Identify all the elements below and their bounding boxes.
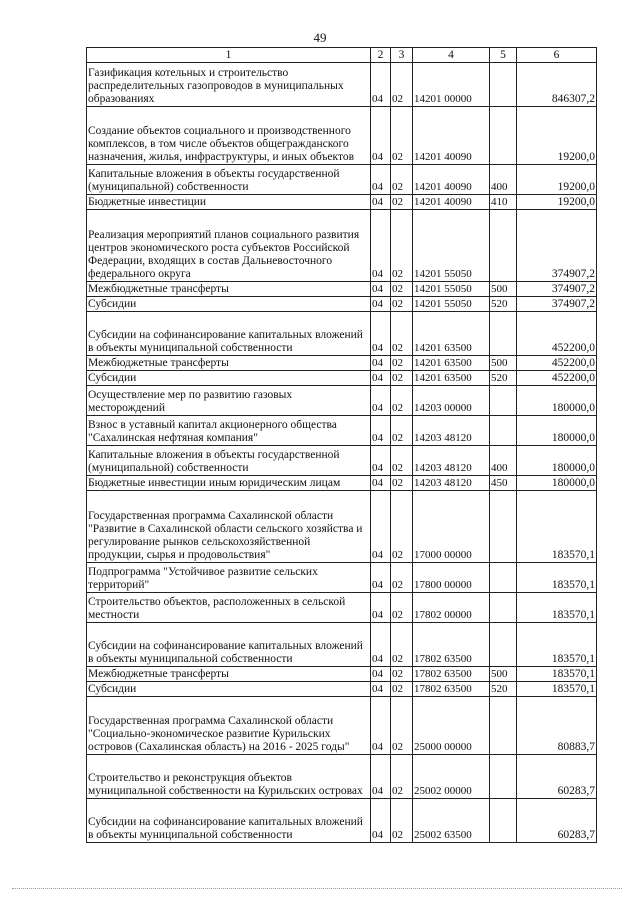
row-target-article-cell: 17800 00000 xyxy=(413,563,490,593)
row-subsection-cell: 02 xyxy=(391,667,413,682)
table-row xyxy=(87,371,597,386)
row-name-cell: Субсидии xyxy=(87,371,371,386)
row-expense-type-cell: 520 xyxy=(490,297,517,312)
row-expense-type-cell: 410 xyxy=(490,195,517,210)
col-header-name: 1 xyxy=(87,48,371,63)
row-section-cell: 04 xyxy=(371,165,391,195)
row-name-cell: Реализация мероприятий планов социального развития центров экономического роста субъектов Российской Федерации, входящих в состав Дальневосточного федерального округа xyxy=(87,210,371,282)
row-expense-type-cell xyxy=(490,755,517,799)
row-section-cell: 04 xyxy=(371,297,391,312)
row-target-article-cell: 14201 55050 xyxy=(413,297,490,312)
row-expense-type-cell xyxy=(490,210,517,282)
row-target-article-cell: 17802 63500 xyxy=(413,623,490,667)
row-section-cell: 04 xyxy=(371,563,391,593)
row-expense-type-cell: 500 xyxy=(490,356,517,371)
row-expense-type-cell xyxy=(490,312,517,356)
row-target-article-cell: 14203 48120 xyxy=(413,416,490,446)
row-target-article-cell: 14201 63500 xyxy=(413,356,490,371)
row-name-cell: Капитальные вложения в объекты государственной (муниципальной) собственности xyxy=(87,446,371,476)
table-row xyxy=(87,697,597,755)
row-target-article-cell: 14203 48120 xyxy=(413,476,490,491)
row-section-cell: 04 xyxy=(371,386,391,416)
row-amount-cell: 180000,0 xyxy=(517,476,597,491)
budget-table xyxy=(86,47,597,843)
row-name-cell: Межбюджетные трансферты xyxy=(87,667,371,682)
row-subsection-cell: 02 xyxy=(391,682,413,697)
row-amount-cell: 60283,7 xyxy=(517,755,597,799)
row-section-cell: 04 xyxy=(371,371,391,386)
row-subsection-cell: 02 xyxy=(391,371,413,386)
row-name-cell: Строительство и реконструкция объектов муниципальной собственности на Курильских островах xyxy=(87,755,371,799)
row-expense-type-cell xyxy=(490,563,517,593)
row-name-cell: Субсидии на софинансирование капитальных вложений в объекты муниципальной собственности xyxy=(87,312,371,356)
row-expense-type-cell xyxy=(490,623,517,667)
table-body xyxy=(87,63,597,843)
row-expense-type-cell xyxy=(490,386,517,416)
table-row xyxy=(87,282,597,297)
row-amount-cell: 180000,0 xyxy=(517,416,597,446)
row-subsection-cell: 02 xyxy=(391,210,413,282)
row-amount-cell: 452200,0 xyxy=(517,312,597,356)
row-amount-cell: 183570,1 xyxy=(517,491,597,563)
row-subsection-cell: 02 xyxy=(391,165,413,195)
row-amount-cell: 183570,1 xyxy=(517,623,597,667)
row-section-cell: 04 xyxy=(371,667,391,682)
row-section-cell: 04 xyxy=(371,312,391,356)
row-target-article-cell: 14203 48120 xyxy=(413,446,490,476)
row-subsection-cell: 02 xyxy=(391,476,413,491)
row-amount-cell: 80883,7 xyxy=(517,697,597,755)
table-row xyxy=(87,682,597,697)
table-row xyxy=(87,476,597,491)
row-target-article-cell: 17802 00000 xyxy=(413,593,490,623)
row-subsection-cell: 02 xyxy=(391,297,413,312)
row-expense-type-cell: 400 xyxy=(490,165,517,195)
table-row xyxy=(87,799,597,843)
table-row xyxy=(87,312,597,356)
row-expense-type-cell: 500 xyxy=(490,282,517,297)
row-name-cell: Государственная программа Сахалинской области "Развитие в Сахалинской области сельского хозяйства и регулирование рынков сельскохозяйственной продукции, сырья и продовольствия" xyxy=(87,491,371,563)
table-row xyxy=(87,107,597,165)
row-target-article-cell: 14203 00000 xyxy=(413,386,490,416)
row-target-article-cell: 14201 55050 xyxy=(413,210,490,282)
row-name-cell: Межбюджетные трансферты xyxy=(87,282,371,297)
row-section-cell: 04 xyxy=(371,491,391,563)
row-target-article-cell: 14201 00000 xyxy=(413,63,490,107)
row-subsection-cell: 02 xyxy=(391,386,413,416)
row-name-cell: Газификация котельных и строительство распределительных газопроводов в муниципальных образованиях xyxy=(87,63,371,107)
row-section-cell: 04 xyxy=(371,623,391,667)
row-amount-cell: 183570,1 xyxy=(517,682,597,697)
row-target-article-cell: 17802 63500 xyxy=(413,667,490,682)
row-target-article-cell: 14201 63500 xyxy=(413,312,490,356)
row-subsection-cell: 02 xyxy=(391,593,413,623)
table-row xyxy=(87,563,597,593)
row-section-cell: 04 xyxy=(371,356,391,371)
row-target-article-cell: 25002 00000 xyxy=(413,755,490,799)
table-row xyxy=(87,165,597,195)
table-row xyxy=(87,667,597,682)
row-name-cell: Бюджетные инвестиции иным юридическим лицам xyxy=(87,476,371,491)
row-amount-cell: 19200,0 xyxy=(517,195,597,210)
row-amount-cell: 374907,2 xyxy=(517,210,597,282)
row-section-cell: 04 xyxy=(371,195,391,210)
row-name-cell: Субсидии на софинансирование капитальных вложений в объекты муниципальной собственности xyxy=(87,623,371,667)
row-name-cell: Субсидии xyxy=(87,297,371,312)
col-header-target-article: 4 xyxy=(413,48,490,63)
row-section-cell: 04 xyxy=(371,682,391,697)
row-target-article-cell: 25000 00000 xyxy=(413,697,490,755)
table-row xyxy=(87,356,597,371)
row-name-cell: Субсидии xyxy=(87,682,371,697)
row-target-article-cell: 14201 40090 xyxy=(413,165,490,195)
row-section-cell: 04 xyxy=(371,107,391,165)
row-subsection-cell: 02 xyxy=(391,697,413,755)
table-row xyxy=(87,63,597,107)
row-name-cell: Осуществление мер по развитию газовых месторождений xyxy=(87,386,371,416)
row-name-cell: Государственная программа Сахалинской области "Социально-экономическое развитие Курильских островов (Сахалинская область) на 2016 - 2025 годы" xyxy=(87,697,371,755)
page-number: 49 xyxy=(313,30,327,45)
row-amount-cell: 374907,2 xyxy=(517,282,597,297)
table-row xyxy=(87,491,597,563)
row-target-article-cell: 14201 55050 xyxy=(413,282,490,297)
col-header-subsection: 3 xyxy=(391,48,413,63)
row-subsection-cell: 02 xyxy=(391,491,413,563)
table-row xyxy=(87,755,597,799)
row-subsection-cell: 02 xyxy=(391,356,413,371)
row-name-cell: Межбюджетные трансферты xyxy=(87,356,371,371)
row-subsection-cell: 02 xyxy=(391,63,413,107)
row-name-cell: Капитальные вложения в объекты государственной (муниципальной) собственности xyxy=(87,165,371,195)
row-amount-cell: 180000,0 xyxy=(517,446,597,476)
row-section-cell: 04 xyxy=(371,446,391,476)
row-section-cell: 04 xyxy=(371,593,391,623)
row-expense-type-cell xyxy=(490,63,517,107)
row-name-cell: Субсидии на софинансирование капитальных вложений в объекты муниципальной собственности xyxy=(87,799,371,843)
row-expense-type-cell xyxy=(490,416,517,446)
row-subsection-cell: 02 xyxy=(391,107,413,165)
row-expense-type-cell: 450 xyxy=(490,476,517,491)
row-section-cell: 04 xyxy=(371,63,391,107)
row-name-cell: Взнос в уставный капитал акционерного общества "Сахалинская нефтяная компания" xyxy=(87,416,371,446)
col-header-section: 2 xyxy=(371,48,391,63)
table-row xyxy=(87,210,597,282)
row-subsection-cell: 02 xyxy=(391,195,413,210)
row-amount-cell: 180000,0 xyxy=(517,386,597,416)
row-section-cell: 04 xyxy=(371,755,391,799)
row-amount-cell: 183570,1 xyxy=(517,563,597,593)
row-name-cell: Подпрограмма "Устойчивое развитие сельских территорий" xyxy=(87,563,371,593)
row-target-article-cell: 17000 00000 xyxy=(413,491,490,563)
row-name-cell: Бюджетные инвестиции xyxy=(87,195,371,210)
table-row xyxy=(87,593,597,623)
table-row xyxy=(87,386,597,416)
row-subsection-cell: 02 xyxy=(391,416,413,446)
row-subsection-cell: 02 xyxy=(391,799,413,843)
row-target-article-cell: 14201 40090 xyxy=(413,195,490,210)
row-name-cell: Строительство объектов, расположенных в сельской местности xyxy=(87,593,371,623)
row-amount-cell: 452200,0 xyxy=(517,371,597,386)
row-amount-cell: 183570,1 xyxy=(517,593,597,623)
row-section-cell: 04 xyxy=(371,799,391,843)
row-section-cell: 04 xyxy=(371,416,391,446)
row-expense-type-cell xyxy=(490,593,517,623)
row-expense-type-cell xyxy=(490,491,517,563)
table-row xyxy=(87,297,597,312)
row-subsection-cell: 02 xyxy=(391,563,413,593)
row-subsection-cell: 02 xyxy=(391,623,413,667)
page-edge-dots xyxy=(12,888,622,890)
row-amount-cell: 846307,2 xyxy=(517,63,597,107)
row-subsection-cell: 02 xyxy=(391,446,413,476)
row-amount-cell: 19200,0 xyxy=(517,107,597,165)
col-header-amount: 6 xyxy=(517,48,597,63)
row-expense-type-cell: 400 xyxy=(490,446,517,476)
row-name-cell: Создание объектов социального и производственного комплексов, в том числе объектов общегражданского назначения, жилья, инфраструктуры, и иных объектов xyxy=(87,107,371,165)
row-subsection-cell: 02 xyxy=(391,312,413,356)
row-amount-cell: 452200,0 xyxy=(517,356,597,371)
row-target-article-cell: 17802 63500 xyxy=(413,682,490,697)
row-expense-type-cell: 520 xyxy=(490,371,517,386)
row-target-article-cell: 14201 63500 xyxy=(413,371,490,386)
table-row xyxy=(87,446,597,476)
row-subsection-cell: 02 xyxy=(391,282,413,297)
table-row xyxy=(87,416,597,446)
header-row xyxy=(87,48,597,63)
row-section-cell: 04 xyxy=(371,697,391,755)
row-amount-cell: 19200,0 xyxy=(517,165,597,195)
row-expense-type-cell: 500 xyxy=(490,667,517,682)
row-amount-cell: 183570,1 xyxy=(517,667,597,682)
col-header-expense-type: 5 xyxy=(490,48,517,63)
row-subsection-cell: 02 xyxy=(391,755,413,799)
row-expense-type-cell xyxy=(490,799,517,843)
table-row xyxy=(87,195,597,210)
row-expense-type-cell xyxy=(490,107,517,165)
row-section-cell: 04 xyxy=(371,282,391,297)
row-target-article-cell: 25002 63500 xyxy=(413,799,490,843)
row-target-article-cell: 14201 40090 xyxy=(413,107,490,165)
row-section-cell: 04 xyxy=(371,476,391,491)
row-amount-cell: 60283,7 xyxy=(517,799,597,843)
row-expense-type-cell xyxy=(490,697,517,755)
row-expense-type-cell: 520 xyxy=(490,682,517,697)
table-row xyxy=(87,623,597,667)
row-amount-cell: 374907,2 xyxy=(517,297,597,312)
row-section-cell: 04 xyxy=(371,210,391,282)
